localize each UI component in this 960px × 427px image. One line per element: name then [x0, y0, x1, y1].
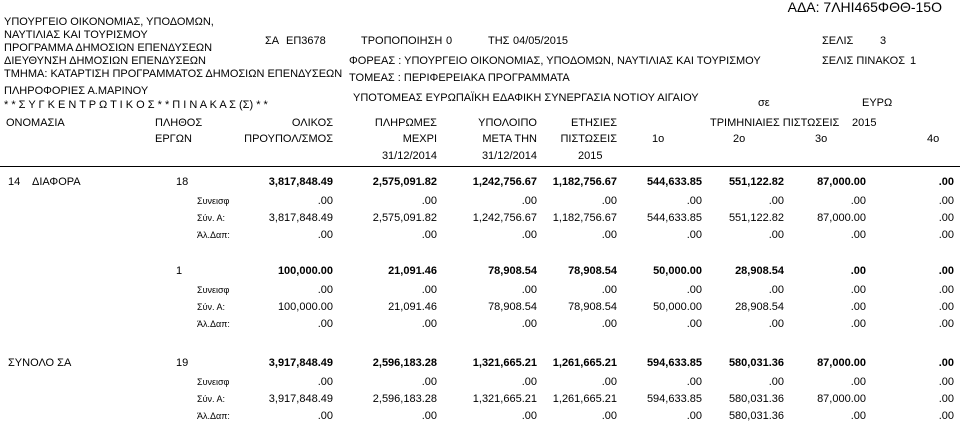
table-cell: .00 — [317, 229, 333, 241]
sa-label: ΣΑ — [265, 35, 280, 47]
col-onomasia: ΟΝΟΜΑΣΙΑ — [6, 117, 65, 129]
row-sublabel: Σύν. Α: — [197, 302, 225, 312]
table-cell: .00 — [938, 284, 954, 296]
org-line-directorate: ΔΙΕΥΘΥΝΣΗ ΔΗΜΟΣΙΩΝ ΕΠΕΝΔΥΣΕΩΝ — [4, 55, 206, 67]
table-cell: 594,633.85 — [646, 357, 702, 369]
selis-value: 3 — [880, 35, 887, 47]
sa-code: ΕΠ3678 — [286, 35, 326, 47]
header-divider — [0, 166, 960, 167]
table-cell: .00 — [938, 393, 954, 405]
selis-pinakos-label: ΣΕΛΙΣ ΠΙΝΑΚΟΣ — [822, 55, 906, 67]
table-cell: .00 — [850, 195, 866, 207]
table-cell: .00 — [421, 410, 437, 422]
tomeas-line: ΤΟΜΕΑΣ : ΠΕΡΙΦΕΡΕΙΑΚΑ ΠΡΟΓΡΑΜΜΑΤΑ — [349, 72, 570, 84]
table-cell: 3,917,848.49 — [268, 357, 333, 369]
group-code: 14 — [8, 176, 21, 188]
table-cell: 78,908.54 — [568, 265, 617, 277]
row-sublabel: Άλ.Δαπ: — [197, 319, 230, 329]
col-ergon: ΕΡΓΩΝ — [155, 133, 192, 145]
table-cell: .00 — [850, 410, 866, 422]
table-cell: 100,000.00 — [277, 265, 333, 277]
table-cell: 1,321,665.21 — [472, 357, 537, 369]
table-cell: 3,817,848.49 — [268, 212, 333, 224]
table-cell: .00 — [768, 318, 784, 330]
col-pistoseis: ΠΙΣΤΩΣΕΙΣ — [560, 133, 617, 145]
table-cell: .00 — [317, 318, 333, 330]
table-cell: .00 — [521, 284, 537, 296]
table-cell: 1,182,756.67 — [552, 176, 617, 188]
table-cell: .00 — [768, 284, 784, 296]
org-line-ministry-cont: ΝΑΥΤΙΛΙΑΣ ΚΑΙ ΤΟΥΡΙΣΜΟΥ — [4, 29, 148, 41]
table-cell: .00 — [317, 195, 333, 207]
col-ypoloipo: ΥΠΟΛΟΙΠΟ — [478, 117, 537, 129]
table-cell: .00 — [521, 410, 537, 422]
row-sublabel: Σύν. Α: — [197, 394, 225, 404]
report-title: * * Σ Υ Γ Κ Ε Ν Τ Ρ Ω Τ Ι Κ Ο Σ * * Π Ι Ν Α Κ Α Σ (Σ) * * — [4, 99, 268, 111]
table-cell: .00 — [768, 195, 784, 207]
tropopoiisi-label: ΤΡΟΠΟΠΟΙΗΣΗ — [361, 35, 443, 47]
table-cell: .00 — [601, 284, 617, 296]
group-name: ΣΥΝΟΛΟ ΣΑ — [8, 357, 72, 369]
table-cell: .00 — [601, 318, 617, 330]
table-cell: 594,633.85 — [646, 393, 702, 405]
table-cell: 21,091.46 — [388, 265, 437, 277]
table-cell: 87,000.00 — [817, 393, 866, 405]
table-cell: .00 — [521, 318, 537, 330]
group-count: 19 — [176, 357, 189, 369]
org-line-info: ΠΛΗΡΟΦΟΡΙΕΣ Α.ΜΑΡΙΝΟΥ — [4, 85, 149, 97]
col-triminiaies: ΤΡΙΜΗΝΙΑΙΕΣ ΠΙΣΤΩΣΕΙΣ — [710, 117, 840, 129]
table-cell: 3,817,848.49 — [268, 176, 333, 188]
table-cell: .00 — [421, 195, 437, 207]
org-line-department: ΤΜΗΜΑ: ΚΑΤΑΡΤΙΣΗ ΠΡΟΓΡΑΜΜΑΤΟΣ ΔΗΜΟΣΙΩΝ ΕΠΕΝΔΥΣΕΩΝ — [4, 68, 343, 80]
table-cell: 1,182,756.67 — [552, 212, 617, 224]
currency-label: ΕΥΡΩ — [862, 97, 893, 109]
table-cell: .00 — [938, 195, 954, 207]
table-cell: 1,242,756.67 — [472, 212, 537, 224]
table-cell: .00 — [850, 301, 866, 313]
table-cell: 3,917,848.49 — [268, 393, 333, 405]
table-cell: 544,633.85 — [646, 212, 702, 224]
table-cell: 1,261,665.21 — [552, 393, 617, 405]
col-q1: 1ο — [652, 133, 665, 145]
table-cell: .00 — [938, 176, 954, 188]
table-cell: .00 — [850, 265, 866, 277]
table-cell: 50,000.00 — [653, 265, 702, 277]
row-sublabel: Σύν. Α: — [197, 213, 225, 223]
org-line-ministry: ΥΠΟΥΡΓΕΙΟ ΟΙΚΟΝΟΜΙΑΣ, ΥΠΟΔΟΜΩΝ, — [4, 16, 214, 28]
row-sublabel: Συνεισφ — [197, 196, 230, 206]
table-cell: .00 — [421, 284, 437, 296]
table-cell: 21,091.46 — [388, 301, 437, 313]
table-cell: 580,031.36 — [728, 410, 784, 422]
col-date1: 31/12/2014 — [381, 150, 437, 162]
table-cell: 2,575,091.82 — [372, 176, 437, 188]
col-mexri: ΜΕΧΡΙ — [402, 133, 437, 145]
table-cell: .00 — [317, 410, 333, 422]
ypotomeas-line: ΥΠΟΤΟΜΕΑΣ ΕΥΡΩΠΑΪΚΗ ΕΔΑΦΙΚΗ ΣΥΝΕΡΓΑΣΙΑ ΝΟΤΙΟΥ ΑΙΓΑΙΟΥ — [353, 92, 699, 104]
table-cell: .00 — [421, 318, 437, 330]
table-cell: 1,321,665.21 — [472, 393, 537, 405]
date-value: 04/05/2015 — [513, 35, 569, 47]
table-cell: .00 — [938, 301, 954, 313]
table-cell: 87,000.00 — [817, 357, 866, 369]
table-cell: 87,000.00 — [817, 176, 866, 188]
table-cell: .00 — [938, 212, 954, 224]
table-cell: .00 — [938, 410, 954, 422]
table-cell: .00 — [768, 376, 784, 388]
table-cell: 78,908.54 — [488, 265, 537, 277]
row-sublabel: Άλ.Δαπ: — [197, 411, 230, 421]
table-cell: 1,242,756.67 — [472, 176, 537, 188]
table-cell: .00 — [521, 229, 537, 241]
table-cell: .00 — [686, 229, 702, 241]
tropopoiisi-value: 0 — [446, 35, 453, 47]
col-pliromes: ΠΛΗΡΩΜΕΣ — [374, 117, 437, 129]
group-count: 18 — [176, 176, 189, 188]
table-cell: .00 — [686, 318, 702, 330]
col-meta-tin: ΜΕΤΑ ΤΗΝ — [482, 133, 537, 145]
org-line-program: ΠΡΟΓΡΑΜΜΑ ΔΗΜΟΣΙΩΝ ΕΠΕΝΔΥΣΕΩΝ — [4, 42, 213, 54]
table-cell: .00 — [938, 229, 954, 241]
table-cell: .00 — [601, 229, 617, 241]
foreas-line: ΦΟΡΕΑΣ : ΥΠΟΥΡΓΕΙΟ ΟΙΚΟΝΟΜΙΑΣ, ΥΠΟΔΟΜΩΝ, ΝΑΥΤΙΛΙΑΣ ΚΑΙ ΤΟΥΡΙΣΜΟΥ — [349, 55, 761, 67]
table-cell: .00 — [521, 376, 537, 388]
col-plithos: ΠΛΗΘΟΣ — [155, 117, 203, 129]
group-name: ΔΙΑΦΟΡΑ — [32, 176, 81, 188]
table-cell: 551,122.82 — [728, 212, 784, 224]
col-q3: 3ο — [815, 133, 828, 145]
date-label: ΤΗΣ — [488, 35, 510, 47]
table-cell: .00 — [938, 357, 954, 369]
table-cell: 78,908.54 — [488, 301, 537, 313]
table-cell: .00 — [421, 229, 437, 241]
table-cell: .00 — [317, 376, 333, 388]
table-cell: 2,596,183.28 — [372, 393, 437, 405]
table-cell: .00 — [686, 195, 702, 207]
table-cell: 580,031.36 — [728, 357, 784, 369]
row-sublabel: Συνεισφ — [197, 285, 230, 295]
table-cell: 50,000.00 — [653, 301, 702, 313]
table-cell: .00 — [850, 376, 866, 388]
ada-code: ΑΔΑ: 7ΛΗΙ465ΦΘΘ-15Ο — [787, 0, 942, 15]
table-cell: .00 — [521, 195, 537, 207]
col-olikos: ΟΛΙΚΟΣ — [291, 117, 333, 129]
table-cell: .00 — [850, 284, 866, 296]
table-cell: .00 — [317, 284, 333, 296]
col-triminiaies-year: 2015 — [852, 117, 877, 129]
table-cell: .00 — [938, 318, 954, 330]
col-etisies: ΕΤΗΣΙΕΣ — [571, 117, 617, 129]
table-cell: 78,908.54 — [568, 301, 617, 313]
table-cell: .00 — [938, 265, 954, 277]
group-count: 1 — [176, 265, 183, 277]
table-cell: 2,575,091.82 — [372, 212, 437, 224]
table-cell: .00 — [850, 318, 866, 330]
table-cell: 551,122.82 — [728, 176, 784, 188]
table-cell: 28,908.54 — [735, 301, 784, 313]
table-cell: 28,908.54 — [735, 265, 784, 277]
table-cell: .00 — [938, 376, 954, 388]
col-q2: 2ο — [733, 133, 746, 145]
table-cell: .00 — [601, 376, 617, 388]
row-sublabel: Άλ.Δαπ: — [197, 230, 230, 240]
col-year: 2015 — [578, 150, 603, 162]
table-cell: 2,596,183.28 — [372, 357, 437, 369]
table-cell: .00 — [601, 410, 617, 422]
row-sublabel: Συνεισφ — [197, 377, 230, 387]
table-cell: 580,031.36 — [728, 393, 784, 405]
table-cell: .00 — [601, 195, 617, 207]
table-cell: .00 — [850, 229, 866, 241]
table-cell: 87,000.00 — [817, 212, 866, 224]
table-cell: .00 — [686, 410, 702, 422]
table-cell: 544,633.85 — [646, 176, 702, 188]
selis-pinakos-value: 1 — [910, 55, 917, 67]
col-proypologismos: ΠΡΟΥΠΟΛ/ΣΜΟΣ — [244, 133, 333, 145]
table-cell: .00 — [421, 376, 437, 388]
table-cell: .00 — [686, 284, 702, 296]
selis-label: ΣΕΛΙΣ — [822, 35, 854, 47]
table-cell: 1,261,665.21 — [552, 357, 617, 369]
se-label: σε — [758, 97, 770, 109]
table-cell: .00 — [686, 376, 702, 388]
col-date2: 31/12/2014 — [481, 150, 537, 162]
table-cell: 100,000.00 — [277, 301, 333, 313]
table-cell: .00 — [768, 229, 784, 241]
col-q4: 4ο — [927, 133, 940, 145]
